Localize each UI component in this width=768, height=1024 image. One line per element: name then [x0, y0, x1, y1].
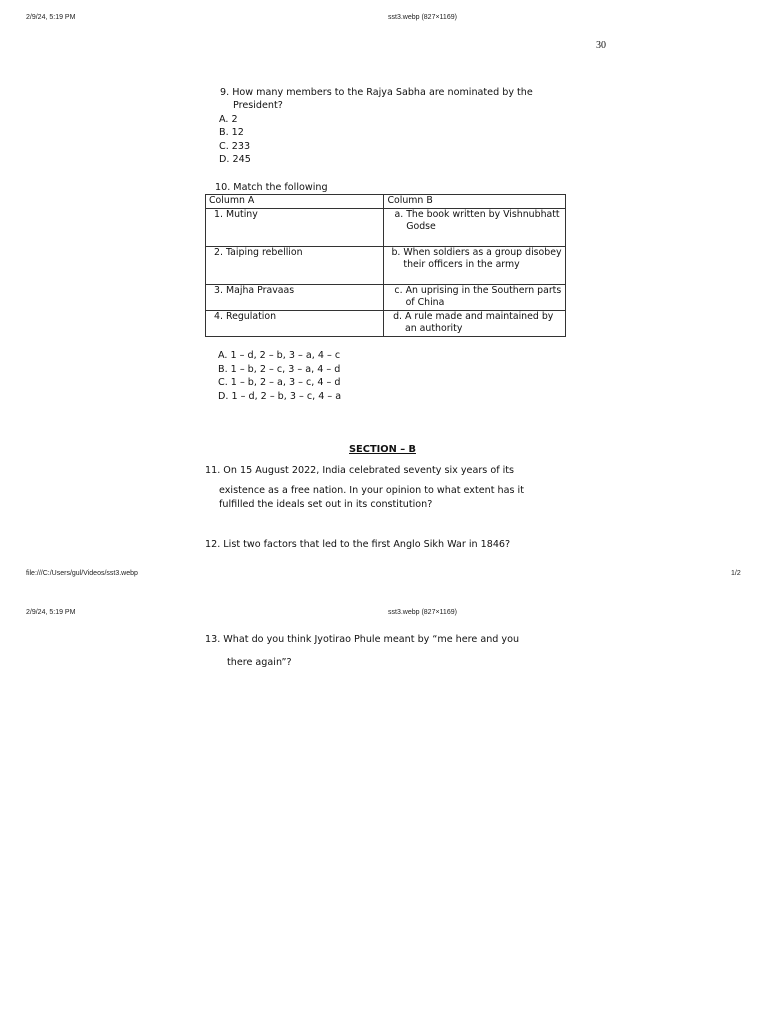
question-9-option-a: A. 2 [219, 114, 238, 125]
question-11-text-line3: fulfilled the ideals set out in its constitution? [219, 499, 433, 510]
col-a-number: 1. [214, 208, 223, 220]
match-table-header-row [206, 195, 566, 209]
col-a-item: Taiping rebellion [226, 246, 303, 258]
question-11-text-line1: 11. On 15 August 2022, India celebrated seventy six years of its [205, 465, 515, 476]
match-table-row [206, 284, 566, 310]
col-b-letter: b. [391, 246, 401, 258]
col-b-letter: a. [394, 208, 404, 220]
col-a-item: Mutiny [226, 208, 258, 220]
question-9-option-d: D. 245 [219, 154, 251, 165]
section-b-heading: SECTION – B [349, 444, 416, 455]
col-b-letter: c. [394, 284, 403, 296]
print-file-header-page2: sst3.webp (827×1169) [388, 609, 457, 616]
print-page-count-footer: 1/2 [731, 570, 741, 577]
question-9-option-c: C. 233 [219, 141, 251, 152]
col-b-item: An uprising in the Southern parts of China [405, 284, 562, 308]
question-10-option-d: D. 1 – d, 2 – b, 3 – c, 4 – a [218, 391, 342, 402]
question-12: 12. List two factors that led to the first Anglo Sikh War in 1846? [205, 539, 511, 550]
match-table [205, 194, 566, 337]
col-b-letter: d. [393, 310, 402, 322]
match-table-row [206, 208, 566, 246]
question-13-text-line1: 13. What do you think Jyotirao Phule meant by “me here and you [205, 634, 520, 645]
page-number: 30 [596, 40, 606, 51]
print-file-header: sst3.webp (827×1169) [388, 14, 457, 21]
question-10-title: 10. Match the following [215, 182, 328, 193]
print-file-path-footer: file:///C:/Users/gul/Videos/sst3.webp [26, 570, 138, 577]
question-9-text-line1: 9. How many members to the Rajya Sabha are nominated by the [220, 87, 533, 98]
match-table-row [206, 310, 566, 336]
match-table-row [206, 246, 566, 284]
print-date-header-page2: 2/9/24, 5:19 PM [26, 609, 76, 616]
col-a-number: 4. [214, 310, 223, 322]
col-a-item: Regulation [226, 310, 277, 322]
question-10-option-c: C. 1 – b, 2 – a, 3 – c, 4 – d [218, 377, 341, 388]
question-9-text-line2: President? [233, 100, 283, 111]
question-10-option-b: B. 1 – b, 2 – c, 3 – a, 4 – d [218, 364, 341, 375]
col-b-item: When soldiers as a group disobey their officers in the army [403, 246, 562, 270]
question-13-text-line2: there again”? [227, 657, 292, 668]
question-11-text-line2: existence as a free nation. In your opinion to what extent has it [219, 485, 524, 496]
question-9-option-b: B. 12 [219, 127, 244, 138]
col-a-number: 2. [214, 246, 223, 258]
col-b-item: The book written by Vishnubhatt Godse [406, 208, 560, 232]
question-10-option-a: A. 1 – d, 2 – b, 3 – a, 4 – c [218, 350, 341, 361]
column-a-header: Column A [206, 195, 384, 209]
col-a-number: 3. [214, 284, 223, 296]
print-date-header: 2/9/24, 5:19 PM [26, 14, 76, 21]
col-a-item: Majha Pravaas [226, 284, 295, 296]
col-b-item: A rule made and maintained by an authority [405, 310, 554, 334]
column-b-header: Column B [384, 195, 566, 209]
